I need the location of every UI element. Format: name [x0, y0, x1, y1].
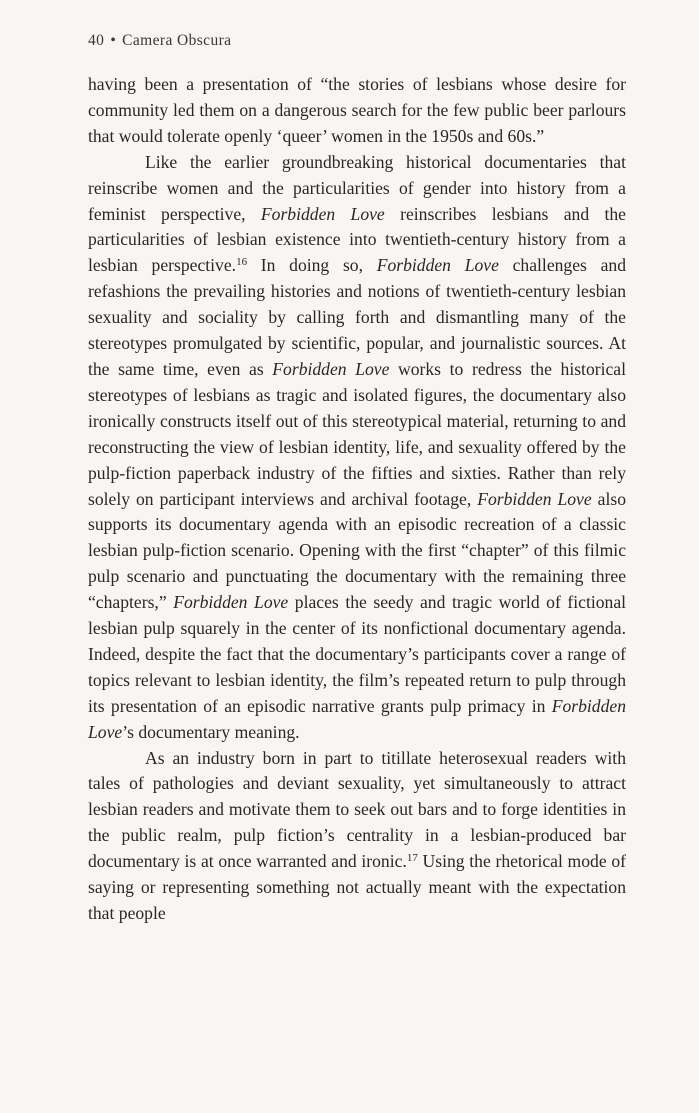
text-run: having been a presentation of “the stories of lesbians whose desire for community led them on a dangerous search for the few public beer parlours that would tolerate openly ‘queer’ women in the 1950s and 60s.” — [88, 74, 626, 146]
page-number: 40 — [88, 32, 105, 49]
film-title: Forbidden Love — [260, 203, 385, 224]
text-run: ’s documentary meaning. — [122, 721, 300, 742]
paragraph — [88, 150, 626, 746]
film-title: Forbidden Love — [88, 695, 626, 742]
film-title: Forbidden Love — [173, 592, 289, 613]
journal-title: Camera Obscura — [122, 32, 232, 49]
text-run: Like the earlier groundbreaking historical documentaries that reinscribe women and the particularities of gender into history from a feminist perspective, — [88, 151, 626, 224]
film-title: Forbidden Love — [376, 255, 499, 276]
paragraph — [88, 72, 626, 150]
film-title: Forbidden Love — [272, 358, 390, 379]
running-head — [88, 32, 231, 50]
text-run: challenges and refashions the prevailing histories and notions of twentieth-century lesbian sexuality and sociality by calling forth and dismantling many of the stereotypes promulgated by scientific, popular, and journalistic sources. At the same time, even as — [88, 255, 626, 379]
text-run: reinscribes lesbians and the particularities of lesbian existence into twentieth-century history from a lesbian perspective. — [88, 203, 626, 276]
footnote-marker: 16 — [236, 256, 248, 269]
text-run: In doing so, — [247, 255, 377, 276]
text-run: also supports its documentary agenda with an episodic recreation of a classic lesbian pulp-fiction scenario. Opening with the first “chapter” of this filmic pulp scenario and punctuating the documentary with the remaining three “chapters,” — [88, 488, 627, 613]
text-run: As an industry born in part to titillate heterosexual readers with tales of pathologies and deviant sexuality, yet simultaneously to attract lesbian readers and motivate them to seek out bars and to forge identities in the public realm, pulp fiction’s centrality in a lesbian-produced bar documentary is at once warranted and ironic. — [88, 747, 626, 872]
text-run: Using the rhetorical mode of saying or representing something not actually meant with the expectation that people — [88, 851, 626, 923]
text-run: works to redress the historical stereotypes of lesbians as tragic and isolated figures, the documentary also ironically constructs itself out of this stereotypical material, returning to and reconstructing the view of lesbian identity, life, and sexuality offered by the pulp-fiction paperback industry of the fifties and sixties. Rather than rely solely on participant interviews and archival footage, — [88, 358, 627, 509]
paragraph — [88, 746, 626, 927]
running-head-separator: • — [110, 32, 117, 49]
text-run: places the seedy and tragic world of fictional lesbian pulp squarely in the center of its nonfictional documentary agenda. Indeed, despite the fact that the documentary’s participants cover a range of topics relevant to lesbian identity, the film’s repeated return to pulp through its presentation of an episodic narrative grants pulp primacy in — [88, 592, 627, 716]
body-text — [88, 72, 626, 927]
film-title: Forbidden Love — [477, 488, 592, 509]
footnote-marker: 17 — [406, 852, 418, 865]
